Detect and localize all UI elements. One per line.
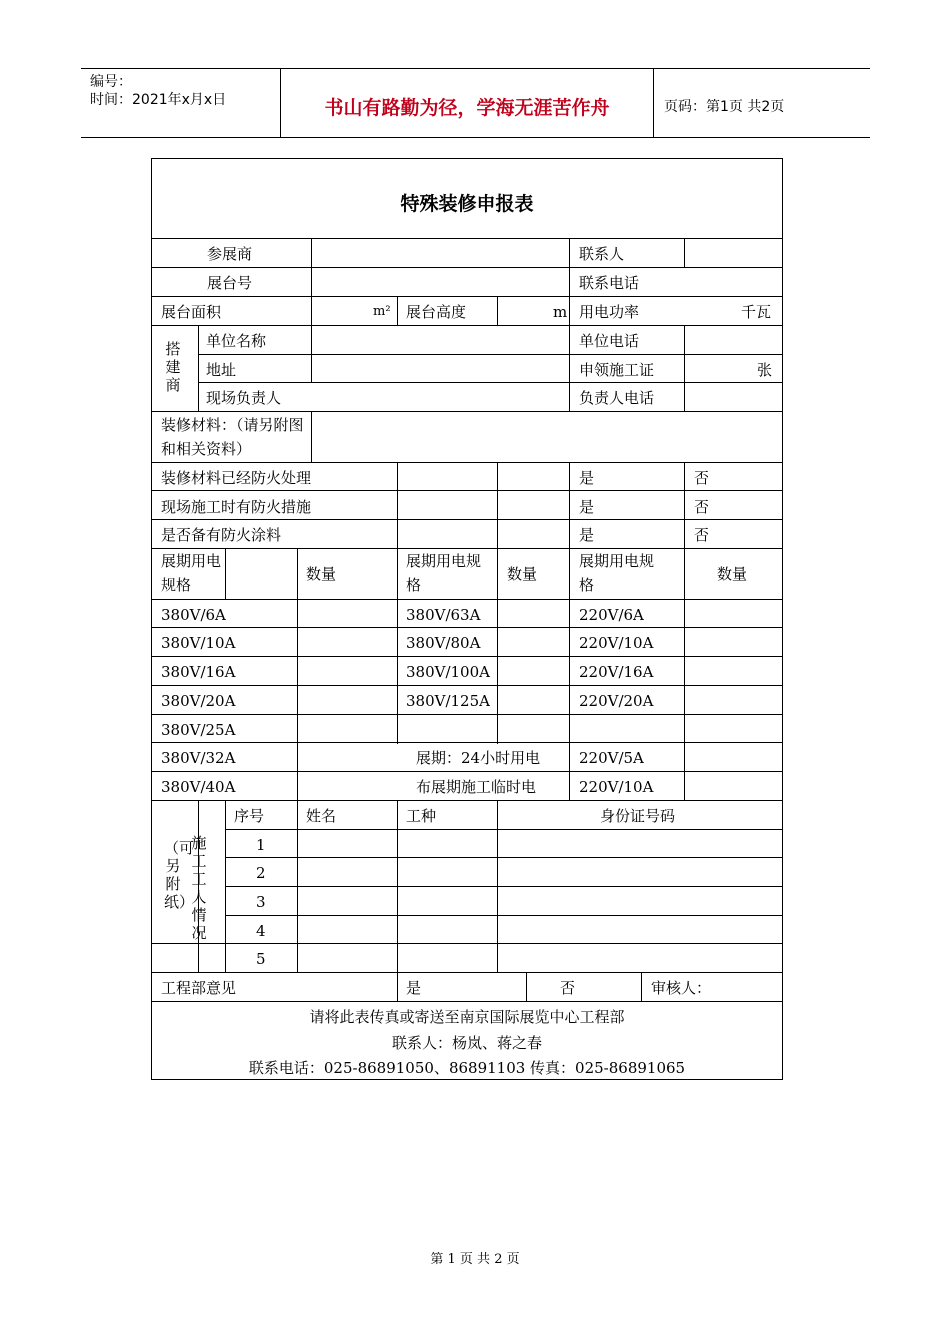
label-manager-phone: 负责人电话: [579, 389, 655, 407]
elec-spec-cell: 380V/125A: [406, 692, 490, 710]
unit-permit: 张: [757, 361, 773, 379]
elec-spec-cell: 380V/25A: [161, 721, 236, 739]
label-builder-group: 搭建商: [165, 340, 181, 394]
elec-spec-cell: 380V/100A: [406, 663, 490, 681]
page-footer: 第 1 页 共 2 页: [430, 1252, 520, 1267]
label-company-name: 单位名称: [206, 332, 267, 350]
unit-power: 千瓦: [741, 303, 772, 321]
header-page-info: 页码：第1页 共2页: [664, 99, 785, 115]
label-workers-group: 施工工人情况: [191, 834, 207, 942]
label-address: 地址: [206, 361, 237, 379]
elec-24h-label: 展期：24小时用电: [416, 749, 541, 767]
header-seq: 序号: [234, 807, 265, 825]
label-contact-phone: 联系电话: [579, 274, 640, 292]
time-label: 时间：2021年x月x日: [90, 92, 227, 108]
elec-spec-cell: 380V/6A: [161, 606, 226, 624]
header-meta: [81, 69, 281, 137]
label-exhibitor: 参展商: [207, 245, 253, 263]
header-quantity: 数量: [717, 565, 748, 583]
header-quantity: 数量: [306, 565, 337, 583]
form-title: 特殊装修申报表: [400, 193, 534, 215]
elec-temp-label: 布展期施工临时电: [416, 778, 537, 796]
header-motto: 书山有路勤为径，学海无涯苦作舟: [281, 69, 654, 137]
label-power: 用电功率: [579, 303, 640, 321]
fire-row-yes: 是: [579, 469, 595, 487]
elec-spec-cell: 220V/10A: [579, 778, 654, 796]
header-quantity: 数量: [507, 565, 538, 583]
label-booth-height: 展台高度: [406, 303, 467, 321]
fire-row-no: 否: [694, 498, 710, 516]
label-booth-area: 展台面积: [161, 303, 222, 321]
elec-spec-cell: 380V/63A: [406, 606, 481, 624]
elec-spec-cell: 220V/10A: [579, 634, 654, 652]
phones-note: 联系电话：025-86891050、86891103 传真：025-86891065: [248, 1059, 686, 1077]
fire-row-no: 否: [694, 469, 710, 487]
worker-seq: 4: [256, 922, 266, 940]
elec-spec-cell: 220V/5A: [579, 749, 644, 767]
fire-row-label: 是否备有防火涂料: [161, 526, 282, 544]
send-to-note: 请将此表传真或寄送至南京国际展览中心工程部: [309, 1008, 625, 1026]
fire-row-yes: 是: [579, 526, 595, 544]
label-booth-no: 展台号: [207, 274, 253, 292]
header-elec-spec: 展期用电规格: [406, 552, 482, 594]
header-elec-spec: 展期用电规格: [579, 552, 655, 594]
elec-spec-cell: 380V/40A: [161, 778, 236, 796]
worker-seq: 3: [256, 893, 266, 911]
worker-seq: 2: [256, 864, 266, 882]
page-header: [81, 68, 870, 138]
elec-spec-cell: 380V/32A: [161, 749, 236, 767]
unit-area: m²: [373, 304, 391, 319]
elec-spec-cell: 380V/10A: [161, 634, 236, 652]
elec-spec-cell: 220V/16A: [579, 663, 654, 681]
label-workers-note: （可另附纸）: [164, 839, 195, 911]
fire-row-label: 装修材料已经防火处理: [161, 469, 312, 487]
header-id-no: 身份证号码: [600, 807, 676, 825]
application-form: [151, 158, 783, 1080]
label-reviewer: 审核人：: [651, 979, 712, 997]
elec-spec-cell: 220V/6A: [579, 606, 644, 624]
header-name: 姓名: [306, 807, 337, 825]
label-dept-opinion: 工程部意见: [161, 979, 237, 997]
label-permit: 申领施工证: [579, 361, 655, 379]
fire-row-yes: 是: [579, 498, 595, 516]
worker-seq: 1: [256, 836, 266, 854]
fire-row-label: 现场施工时有防火措施: [161, 498, 312, 516]
header-elec-spec: 展期用电规格: [161, 552, 222, 594]
elec-spec-cell: 380V/16A: [161, 663, 236, 681]
label-contact: 联系人: [579, 245, 625, 263]
number-label: 编号：: [90, 74, 132, 90]
header-trade: 工种: [406, 807, 437, 825]
label-company-phone: 单位电话: [579, 332, 640, 350]
dept-no: 否: [560, 979, 576, 997]
label-materials: 装修材料：（请另附图和相关资料）: [161, 416, 304, 458]
elec-spec-cell: 380V/80A: [406, 634, 481, 652]
unit-height: m: [553, 303, 568, 321]
worker-seq: 5: [256, 950, 266, 968]
dept-yes: 是: [406, 979, 422, 997]
contacts-note: 联系人：杨岚、蒋之春: [391, 1034, 542, 1052]
fire-row-no: 否: [694, 526, 710, 544]
elec-spec-cell: 220V/20A: [579, 692, 654, 710]
label-site-manager: 现场负责人: [206, 389, 282, 407]
elec-spec-cell: 380V/20A: [161, 692, 236, 710]
